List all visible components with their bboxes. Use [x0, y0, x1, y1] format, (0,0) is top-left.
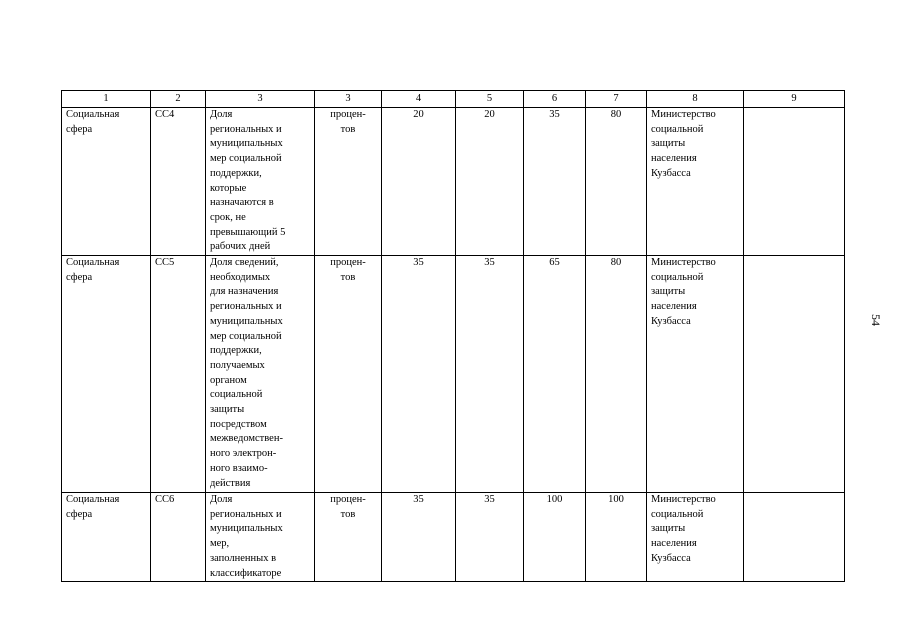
unit-cell-line: тов [340, 271, 356, 283]
unit-cell-line: процен- [330, 257, 366, 269]
sphere-cell-line: Социальная [66, 257, 120, 269]
value-cell-5: 35 [456, 256, 524, 493]
indicator-name-cell-line: превышающий 5 [210, 226, 286, 238]
responsible-org-cell [647, 256, 744, 493]
value-cell-5: 20 [456, 108, 524, 256]
indicator-name-cell-line: ного взаимо- [210, 462, 268, 474]
indicator-name-cell-line: мер, [210, 538, 230, 550]
responsible-org-cell-line: Министерство [651, 257, 716, 269]
header-cell: 6 [524, 91, 586, 108]
indicator-name-cell-line: Доля сведений, [210, 257, 279, 269]
responsible-org-cell-line: населения [651, 153, 697, 165]
header-cell: 4 [382, 91, 456, 108]
responsible-org-cell-line: защиты [651, 138, 686, 150]
responsible-org-cell [647, 493, 744, 582]
header-cell: 9 [744, 91, 845, 108]
table-row [62, 256, 845, 493]
header-cell: 3 [206, 91, 315, 108]
unit-cell [315, 108, 382, 256]
indicator-name-cell-line: поддержки, [210, 345, 262, 357]
value-cell-9 [744, 256, 845, 493]
indicator-name-cell-line: получаемых [210, 359, 265, 371]
header-cell: 7 [586, 91, 647, 108]
sphere-cell [62, 108, 151, 256]
responsible-org-cell-line: Министерство [651, 494, 716, 506]
indicator-name-cell-line: Доля [210, 494, 233, 506]
indicator-name-cell-line: региональных и [210, 508, 282, 520]
code-cell: СС5 [151, 256, 206, 493]
indicator-name-cell [206, 256, 315, 493]
value-cell-7: 100 [586, 493, 647, 582]
code-cell: СС4 [151, 108, 206, 256]
indicator-name-cell [206, 108, 315, 256]
responsible-org-cell-line: населения [651, 301, 697, 313]
indicator-name-cell-line: органом [210, 374, 247, 386]
header-cell: 1 [62, 91, 151, 108]
indicator-name-cell-line: региональных и [210, 123, 282, 135]
table-row [62, 493, 845, 582]
indicator-name-cell-line: посредством [210, 418, 267, 430]
indicator-name-cell-line: социальной [210, 389, 263, 401]
indicator-name-cell-line: региональных и [210, 301, 282, 313]
value-cell-6: 65 [524, 256, 586, 493]
table-row [62, 108, 845, 256]
unit-cell-line: процен- [330, 109, 366, 120]
responsible-org-cell-line: защиты [651, 286, 686, 298]
header-cell: 2 [151, 91, 206, 108]
indicator-name-cell-line: для назначения [210, 286, 279, 298]
indicator-name-cell-line: срок, не [210, 211, 246, 223]
header-cell: 3 [315, 91, 382, 108]
unit-cell [315, 256, 382, 493]
indicator-name-cell-line: межведомствен- [210, 433, 283, 445]
indicator-name-cell-line: заполненных в [210, 552, 277, 564]
indicator-name-cell-line: назначаются в [210, 197, 274, 209]
sphere-cell [62, 256, 151, 493]
indicator-name-cell-line: действия [210, 477, 251, 489]
value-cell-4: 35 [382, 256, 456, 493]
value-cell-4: 35 [382, 493, 456, 582]
sphere-cell-line: сфера [66, 508, 93, 520]
value-cell-7: 80 [586, 256, 647, 493]
value-cell-6: 35 [524, 108, 586, 256]
indicator-name-cell-line: мер социальной [210, 153, 282, 165]
indicator-name-cell-line: классификаторе [210, 567, 282, 579]
unit-cell-line: процен- [330, 494, 366, 506]
indicator-name-cell-line: Доля [210, 109, 233, 120]
indicator-name-cell-line: муниципальных [210, 523, 283, 535]
responsible-org-cell-line: Кузбасса [651, 167, 691, 179]
indicator-name-cell-line: рабочих дней [210, 241, 271, 253]
sphere-cell [62, 493, 151, 582]
value-cell-9 [744, 493, 845, 582]
unit-cell [315, 493, 382, 582]
value-cell-9 [744, 108, 845, 256]
indicator-name-cell-line: мер социальной [210, 330, 282, 342]
sphere-cell-line: Социальная [66, 109, 120, 120]
value-cell-4: 20 [382, 108, 456, 256]
value-cell-6: 100 [524, 493, 586, 582]
indicator-name-cell-line: муниципальных [210, 315, 283, 327]
indicator-name-cell [206, 493, 315, 582]
responsible-org-cell-line: защиты [651, 523, 686, 535]
responsible-org-cell-line: социальной [651, 508, 704, 520]
header-row [62, 91, 845, 108]
responsible-org-cell-line: населения [651, 538, 697, 550]
responsible-org-cell [647, 108, 744, 256]
indicator-name-cell-line: которые [210, 182, 247, 194]
responsible-org-cell-line: Кузбасса [651, 315, 691, 327]
responsible-org-cell-line: Кузбасса [651, 552, 691, 564]
responsible-org-cell-line: Министерство [651, 109, 716, 120]
sphere-cell-line: Социальная [66, 494, 120, 506]
code-cell: СС6 [151, 493, 206, 582]
value-cell-5: 35 [456, 493, 524, 582]
indicator-name-cell-line: ного электрон- [210, 448, 277, 460]
sphere-cell-line: сфера [66, 123, 93, 135]
unit-cell-line: тов [340, 123, 356, 135]
responsible-org-cell-line: социальной [651, 123, 704, 135]
indicator-name-cell-line: поддержки, [210, 167, 262, 179]
header-cell: 8 [647, 91, 744, 108]
indicator-name-cell-line: необходимых [210, 271, 271, 283]
indicators-table [61, 90, 845, 582]
value-cell-7: 80 [586, 108, 647, 256]
indicator-name-cell-line: муниципальных [210, 138, 283, 150]
indicator-name-cell-line: защиты [210, 404, 245, 416]
header-cell: 5 [456, 91, 524, 108]
page-number: 54 [869, 314, 883, 326]
responsible-org-cell-line: социальной [651, 271, 704, 283]
sphere-cell-line: сфера [66, 271, 93, 283]
unit-cell-line: тов [340, 508, 356, 520]
